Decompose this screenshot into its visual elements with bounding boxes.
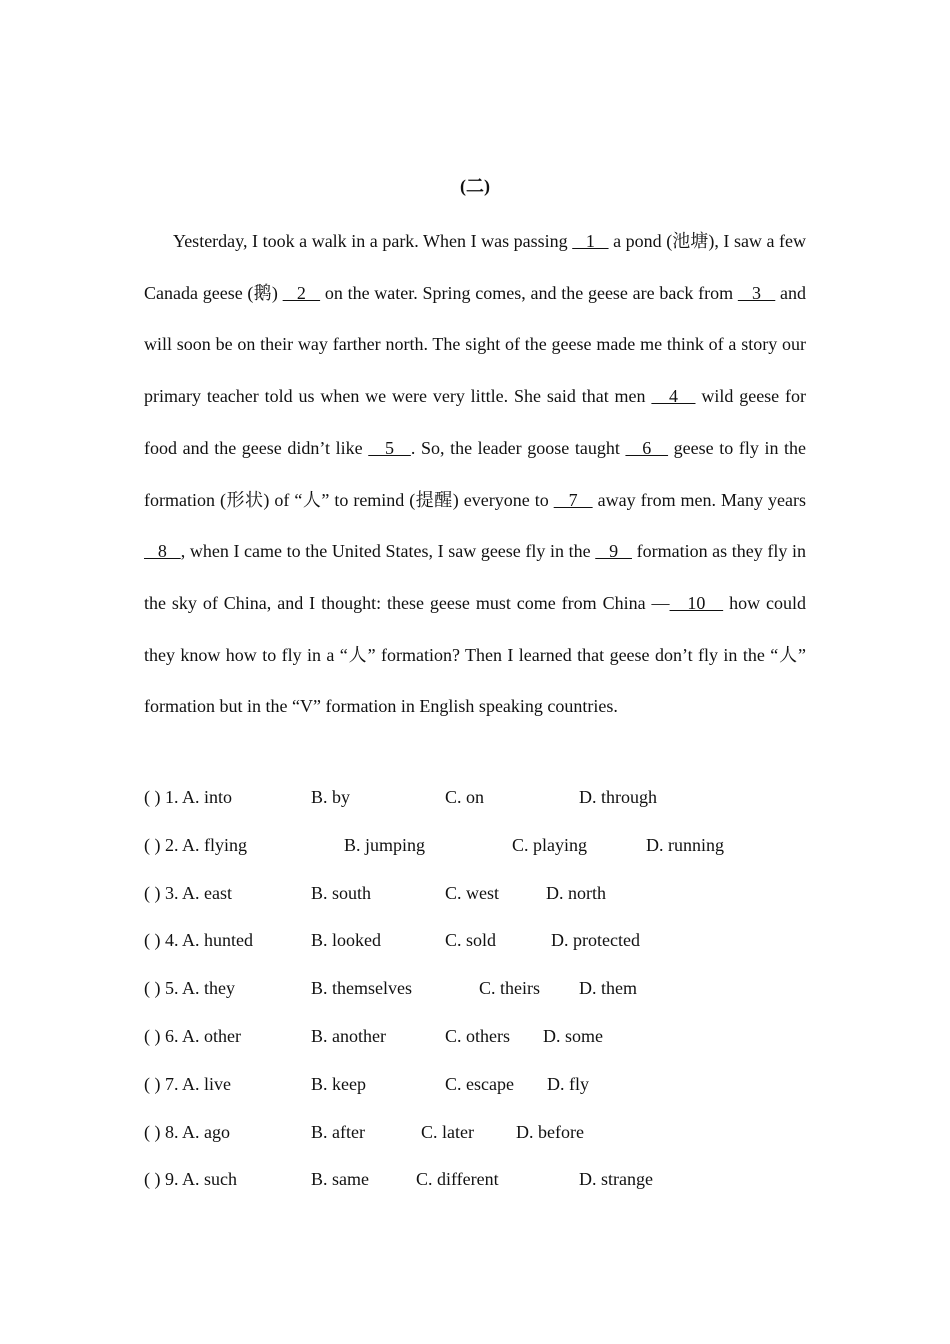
option-c: C. playing bbox=[512, 834, 587, 855]
question-list bbox=[144, 782, 844, 1212]
blank-5: 5 bbox=[368, 437, 411, 458]
question-prefix: ( ) 9. A. such bbox=[144, 1169, 237, 1190]
passage-text: wild geese for food and the geese didn’t like bbox=[144, 386, 807, 458]
option-d: D. them bbox=[579, 978, 637, 999]
question-prefix: ( ) 1. A. into bbox=[144, 787, 232, 807]
question-row bbox=[144, 1069, 844, 1117]
option-d: D. north bbox=[546, 882, 606, 903]
question-row bbox=[144, 973, 844, 1021]
option-b: B. after bbox=[311, 1121, 365, 1142]
question-row bbox=[144, 782, 844, 830]
blank-7: 7 bbox=[553, 489, 593, 510]
option-b: B. south bbox=[311, 882, 372, 903]
option-c: C. others bbox=[445, 1025, 510, 1046]
blank-2: 2 bbox=[282, 282, 321, 303]
option-d: D. fly bbox=[547, 1073, 589, 1094]
option-b: B. jumping bbox=[344, 834, 426, 855]
question-prefix: ( ) 3. A. east bbox=[144, 882, 232, 903]
blank-9: 9 bbox=[595, 541, 632, 562]
blank-6: 6 bbox=[625, 437, 669, 458]
option-b: B. themselves bbox=[311, 978, 412, 999]
section-title: (二) bbox=[460, 176, 490, 196]
option-b: B. by bbox=[311, 787, 351, 807]
passage-text: a pond (池塘), I saw a few Canada geese (鹅) bbox=[144, 231, 807, 303]
question-row bbox=[144, 1164, 844, 1212]
question-prefix: ( ) 4. A. hunted bbox=[144, 930, 253, 951]
passage-text: Yesterday, I took a walk in a park. When I was passing bbox=[173, 231, 573, 251]
option-d: D. before bbox=[516, 1121, 584, 1142]
option-d: D. some bbox=[543, 1025, 603, 1046]
passage-text: , when I came to the United States, I saw geese fly in the bbox=[180, 541, 596, 562]
passage-text: and will soon be on their way farther north. The sight of the geese made me think of a story our primary teacher told us when we were very little. She said that men bbox=[144, 282, 807, 407]
blank-4: 4 bbox=[651, 386, 696, 407]
option-c: C. west bbox=[445, 882, 499, 903]
passage-text: how could they know how to fly in a “人” formation? Then I learned that geese don’t fly in the “人” formation but in the “V” formation in English speaking countries. bbox=[144, 592, 806, 717]
question-prefix: ( ) 5. A. they bbox=[144, 978, 235, 999]
option-b: B. another bbox=[311, 1025, 386, 1046]
blank-1: 1 bbox=[572, 231, 609, 251]
question-row bbox=[144, 1117, 844, 1165]
option-d: D. strange bbox=[579, 1169, 653, 1190]
passage-text: formation as they fly in the sky of China, and I thought: these geese must come from China — bbox=[144, 541, 807, 613]
option-c: C. theirs bbox=[479, 978, 540, 999]
option-b: B. looked bbox=[311, 930, 381, 951]
passage bbox=[144, 216, 806, 733]
question-row bbox=[144, 925, 844, 973]
question-row bbox=[144, 830, 844, 878]
passage-paragraph bbox=[144, 216, 806, 733]
option-c: C. escape bbox=[445, 1073, 514, 1094]
question-prefix: ( ) 6. A. other bbox=[144, 1025, 241, 1046]
option-c: C. sold bbox=[445, 930, 497, 951]
question-row bbox=[144, 878, 844, 926]
option-c: C. on bbox=[445, 787, 485, 807]
passage-text: away from men. Many years bbox=[592, 489, 806, 510]
question-prefix: ( ) 2. A. flying bbox=[144, 834, 247, 855]
option-d: D. through bbox=[579, 787, 657, 807]
passage-text: geese to fly in the formation (形状) of “人” to remind (提醒) everyone to bbox=[144, 437, 807, 510]
option-b: B. keep bbox=[311, 1073, 366, 1094]
option-c: C. later bbox=[421, 1121, 474, 1142]
question-prefix: ( ) 8. A. ago bbox=[144, 1121, 230, 1142]
option-b: B. same bbox=[311, 1169, 369, 1190]
blank-8: 8 bbox=[144, 541, 181, 562]
question-row bbox=[144, 1021, 844, 1069]
passage-text: . So, the leader goose taught bbox=[410, 437, 626, 458]
question-prefix: ( ) 7. A. live bbox=[144, 1073, 231, 1094]
blank-3: 3 bbox=[737, 282, 776, 303]
blank-10: 10 bbox=[669, 592, 724, 613]
option-c: C. different bbox=[416, 1169, 499, 1190]
option-d: D. protected bbox=[551, 930, 640, 951]
passage-text: on the water. Spring comes, and the geese are back from bbox=[320, 282, 738, 303]
option-d: D. running bbox=[646, 834, 724, 855]
